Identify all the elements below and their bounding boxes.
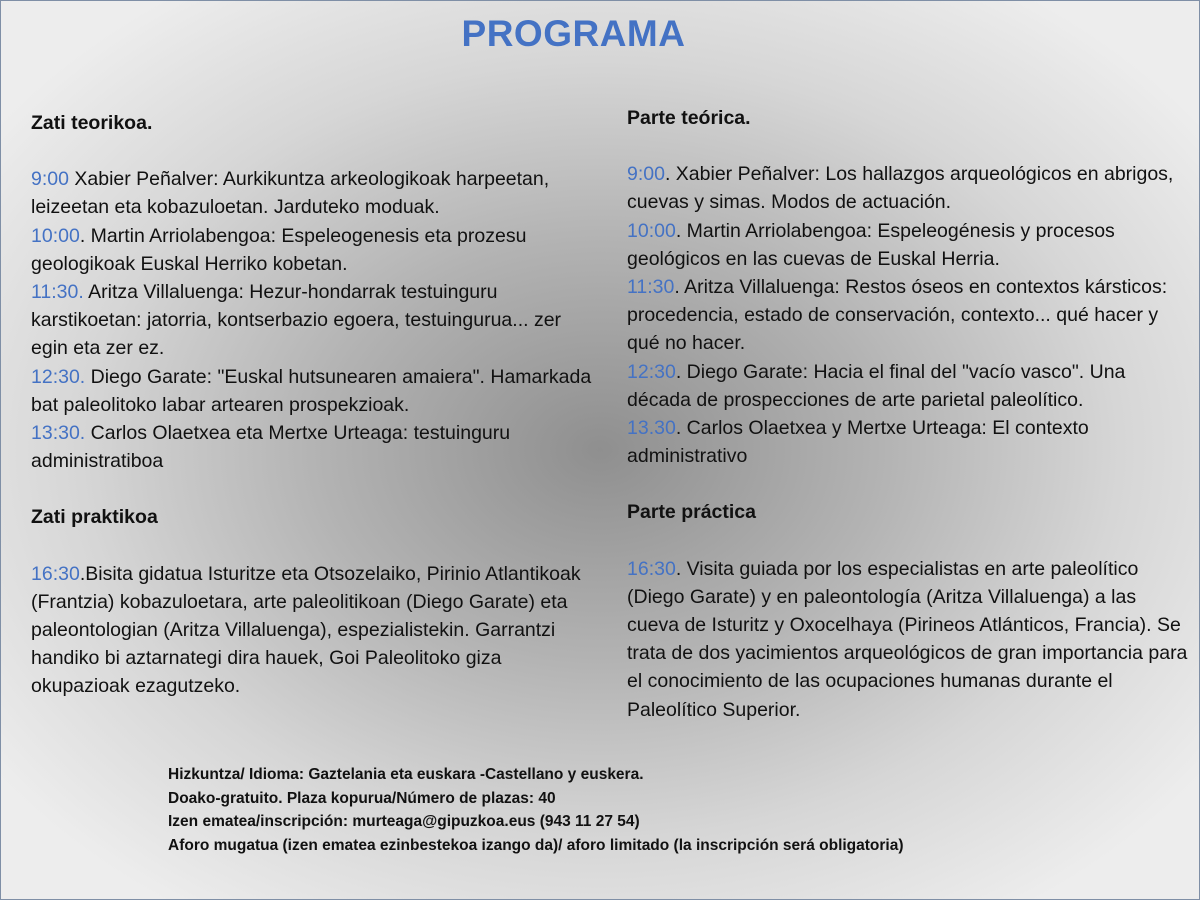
schedule-item [31,363,601,419]
schedule-item [31,419,601,475]
language-info: Hizkuntza/ Idioma: Gaztelania eta euskara -Castellano y euskera. [168,766,644,783]
time-label: 9:00 [627,163,665,186]
time-label: 11:30 [627,276,675,299]
theory-list [627,160,1192,470]
places-info: Doako-gratuito. Plaza kopurua/Número de plazas: 40 [168,789,556,807]
item-text: . Martin Arriolabengoa: Espeleogenesis eta prozesu geologikoak Euskal Herriko kobetan. [31,224,527,275]
item-text: . Carlos Olaetxea y Mertxe Urteaga: El contexto administrativo [627,417,1089,468]
time-label: 11:30. [31,281,84,304]
schedule-item [627,414,1192,470]
item-text: . Visita guiada por los especialistas en arte paleolítico (Diego Garate) y en paleontología (Aritza Villaluenga) a las cueva de Isturitz y Oxocelhaya (Pirineos Atlánticos, Francia). Se trata de dos yacimientos arqueológicos de gran importancia para el conocimiento de las ocupaciones humanas durante el Paleolítico Superior. [627,557,1188,721]
time-label: 16:30 [31,562,80,585]
schedule-item [31,165,601,221]
theory-heading: Zati teorikoa. [31,112,153,134]
practice-heading: Parte práctica [627,501,756,524]
schedule-item [627,217,1192,273]
page-title: PROGRAMA [461,13,686,54]
time-label: 12:30. [31,365,86,388]
capacity-info: Aforo mugatua (izen ematea ezinbestekoa izango da)/ aforo limitado (la inscripción será obligatoria) [168,836,904,854]
schedule-item [627,160,1192,216]
event-info [168,763,1168,857]
time-label: 16:30 [627,557,676,580]
item-text: .Bisita gidatua Isturitze eta Otsozelaiko, Pirinio Atlantikoak (Frantzia) kobazuloetara, arte paleolitikoan (Diego Garate) eta paleontologian (Aritza Villaluenga), espezialistekin. Garrantzi handiko bi aztarnategi dira hauek, Goi Paleolitoko giza okupazioak ezagutzeko. [31,562,581,698]
schedule-item [627,358,1192,414]
theory-heading: Parte teórica. [627,107,751,129]
theory-list [31,165,601,475]
item-text: . Diego Garate: Hacia el final del "vacío vasco". Una década de prospecciones de arte parietal paleolítico. [627,360,1126,411]
time-label: 10:00 [627,219,676,242]
item-text: . Xabier Peñalver: Los hallazgos arqueológicos en abrigos, cuevas y simas. Modos de actuación. [627,163,1174,214]
item-text: . Aritza Villaluenga: Restos óseos en contextos kársticos: procedencia, estado de conservación, contexto... qué hacer y qué no hacer. [627,276,1168,355]
basque-column [31,109,601,701]
item-text: Xabier Peñalver: Aurkikuntza arkeologikoak harpeetan, leizeetan eta kobazuloetan. Jarduteko moduak. [31,168,550,219]
practice-heading: Zati praktikoa [31,506,158,529]
time-label: 9:00 [31,168,69,191]
item-text: Diego Garate: "Euskal hutsunearen amaiera". Hamarkada bat paleolitoko labar artearen prospekzioak. [31,365,592,416]
schedule-item [31,560,601,701]
schedule-item [31,278,601,363]
schedule-item [31,222,601,278]
schedule-item [627,555,1192,724]
time-label: 10:00 [31,224,80,247]
item-text: Carlos Olaetxea eta Mertxe Urteaga: testuinguru administratiboa [31,422,511,473]
registration-info: Izen ematea/inscripción: murteaga@gipuzkoa.eus (943 11 27 54) [168,813,640,830]
spanish-column [627,104,1192,724]
item-text: . Martin Arriolabengoa: Espeleogénesis y procesos geológicos en las cuevas de Euskal Herria. [627,219,1115,270]
time-label: 13:30. [31,422,86,445]
schedule-item [627,273,1192,358]
time-label: 13.30 [627,417,676,440]
time-label: 12:30 [627,360,676,383]
item-text: Aritza Villaluenga: Hezur-hondarrak testuinguru karstikoetan: jatorria, kontserbazio egoera, testuingurua... zer egin eta zer ez. [31,281,562,360]
